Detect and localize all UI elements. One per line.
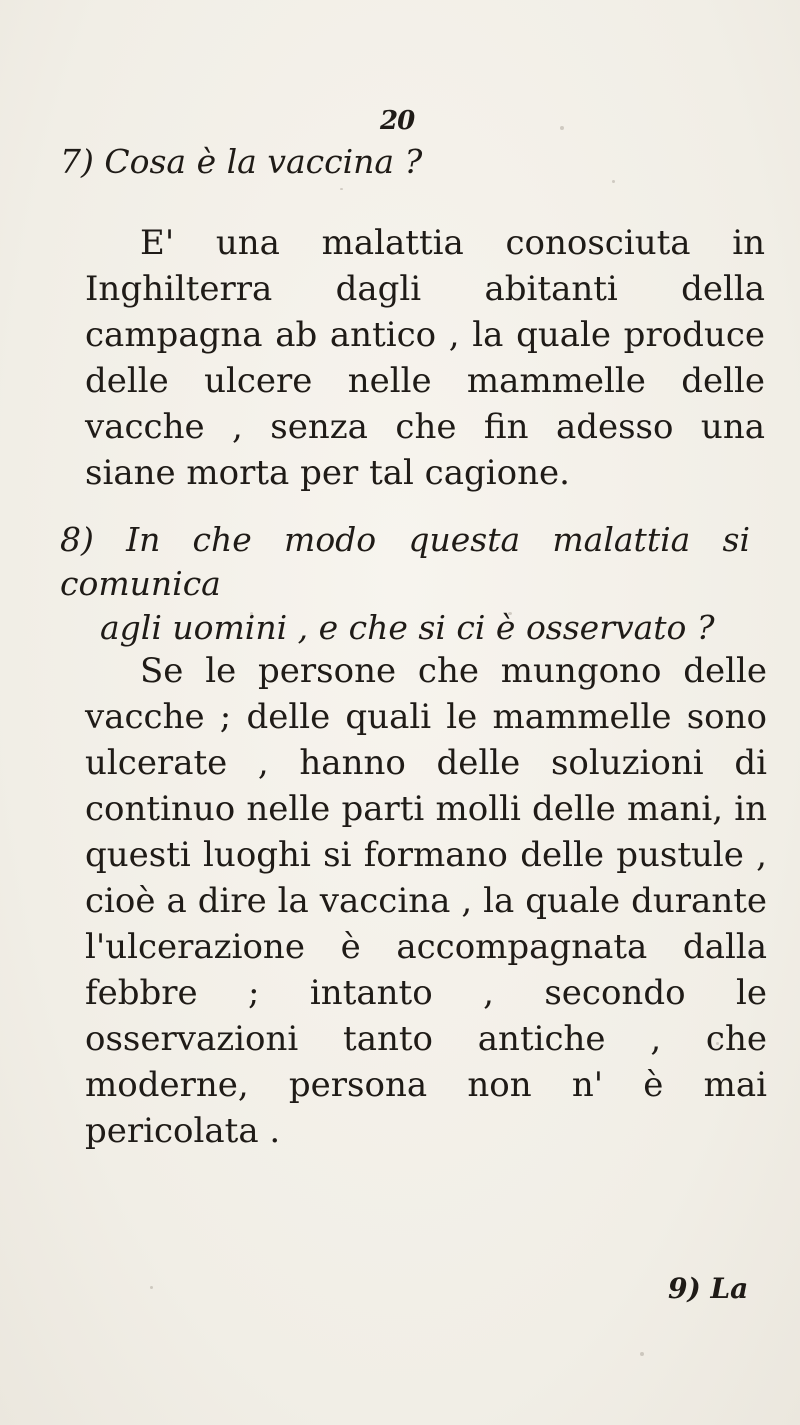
answer-8-text: Se le persone che mungono delle vacche ; delle quali le mammelle sono ulcerate , hanno delle soluzioni di continuo nelle parti molli delle mani, in questi luoghi si formano delle pustule , cioè a dire la vaccina , la quale durante l'ulcerazione è accompagnata dalla febbre ; intanto , secondo le osservazioni tanto antiche , che moderne, persona non n' è mai pericolata . xyxy=(85,651,767,1151)
question-7: 7) Cosa è la vaccina ? xyxy=(60,142,423,181)
paper-speckle xyxy=(340,188,343,190)
answer-7 xyxy=(85,220,765,496)
question-8-line-2: agli uomini , e che si ci è osservato ? xyxy=(100,608,715,647)
answer-7-text: E' una malattia conosciuta in Inghilterra dagli abitanti della campagna ab antico , la quale produce delle ulcere nelle mammelle delle vacche , senza che fin adesso una siane morta per tal cagione. xyxy=(85,223,765,493)
page-number: 20 xyxy=(380,106,415,136)
paper-speckle xyxy=(508,612,512,615)
paper-speckle xyxy=(612,180,615,183)
paper-speckle xyxy=(640,1352,644,1356)
question-8 xyxy=(60,518,750,650)
paper-speckle xyxy=(150,1286,153,1289)
paper-speckle xyxy=(560,126,564,130)
paper-speckle xyxy=(716,1042,719,1045)
catchword: 9) La xyxy=(668,1272,749,1305)
answer-8 xyxy=(85,648,767,1154)
question-8-line-1: 8) In che modo questa malattia si comunica xyxy=(60,520,750,603)
paper-speckle xyxy=(250,612,253,615)
